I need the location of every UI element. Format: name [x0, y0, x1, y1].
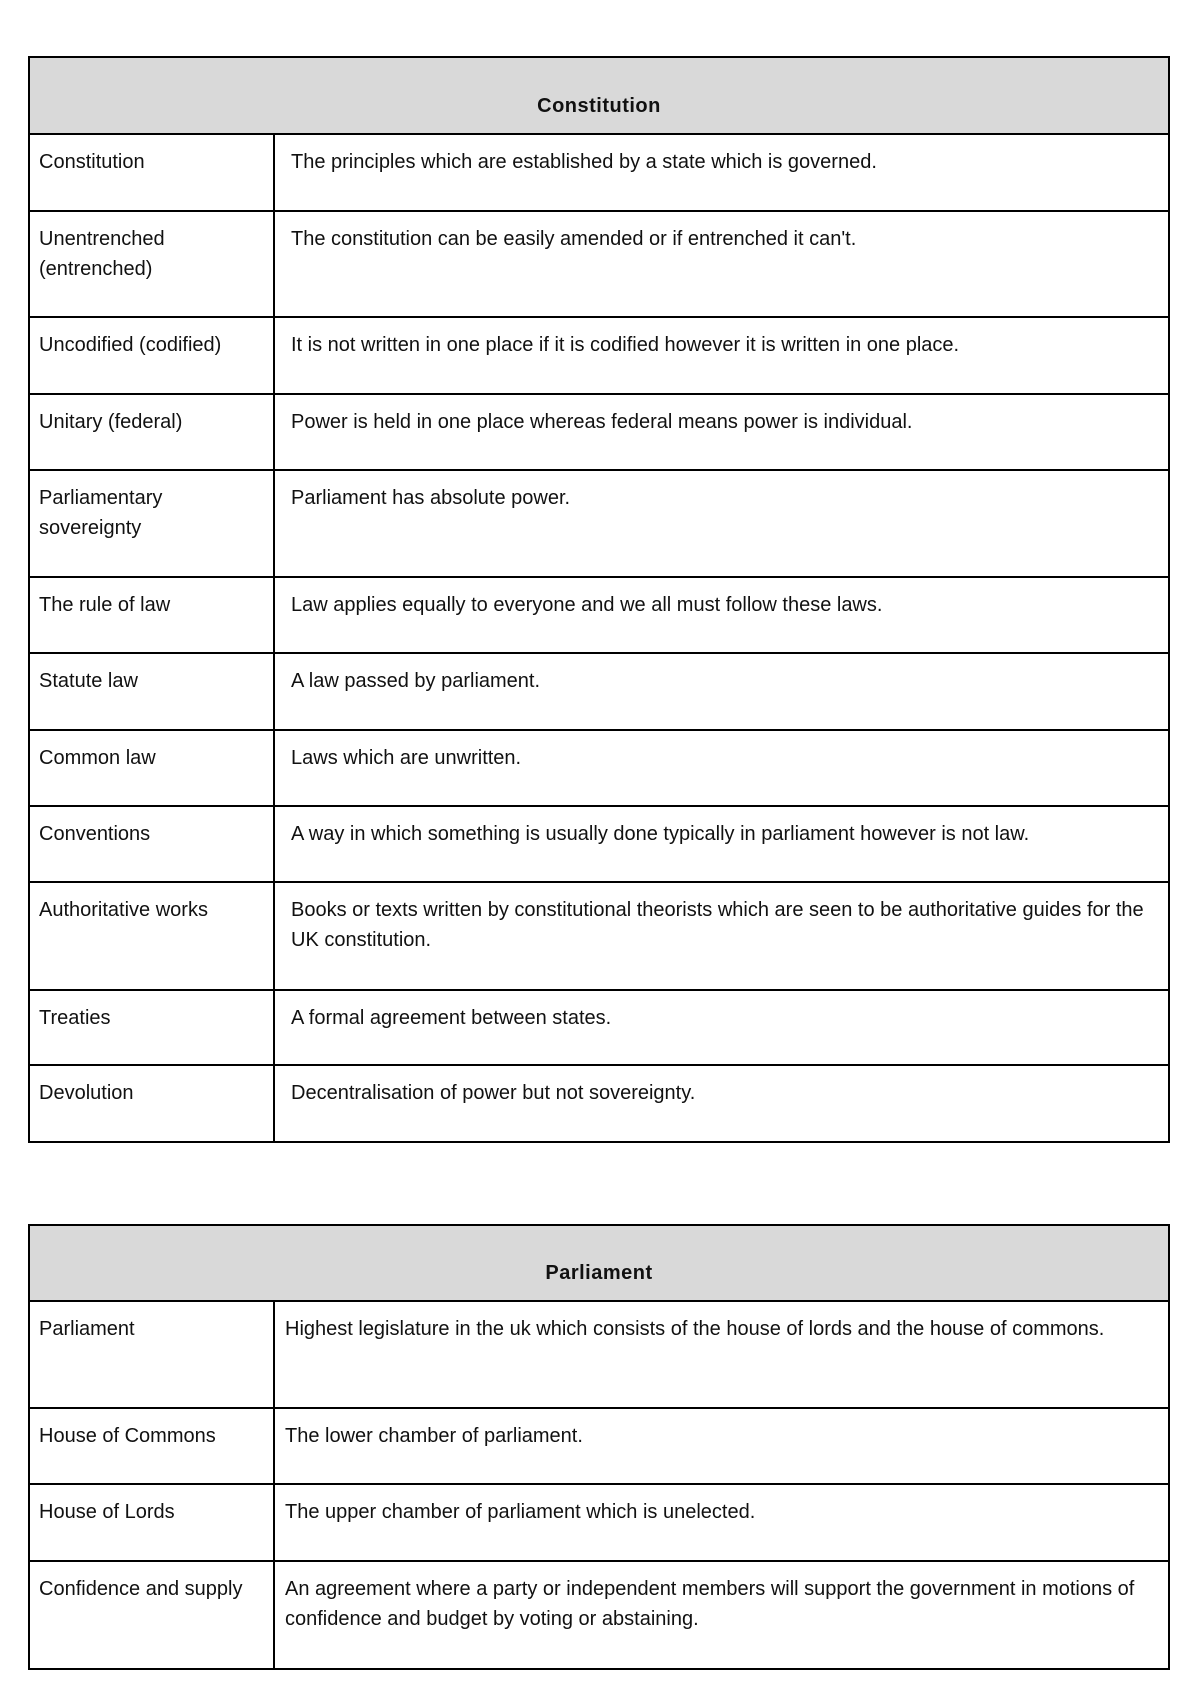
term-cell: House of Commons: [29, 1408, 274, 1484]
term-cell: Conventions: [29, 806, 274, 882]
definition-cell: Laws which are unwritten.: [274, 730, 1169, 806]
term-cell: Confidence and supply: [29, 1561, 274, 1669]
parliament-table-body: [29, 1301, 1169, 1669]
table-row: [29, 806, 1169, 882]
term-cell: Constitution: [29, 134, 274, 211]
term-cell: Statute law: [29, 653, 274, 730]
definition-cell: Parliament has absolute power.: [274, 470, 1169, 577]
table-row: [29, 1561, 1169, 1669]
parliament-table: [28, 1224, 1170, 1670]
table-row: [29, 1065, 1169, 1142]
definition-cell: Decentralisation of power but not sovereignty.: [274, 1065, 1169, 1142]
term-cell: Common law: [29, 730, 274, 806]
definition-cell: The lower chamber of parliament.: [274, 1408, 1169, 1484]
definition-cell: An agreement where a party or independent members will support the government in motions of confidence and budget by voting or abstaining.: [274, 1561, 1169, 1669]
table-row: [29, 990, 1169, 1065]
constitution-table-title: Constitution: [29, 57, 1169, 134]
definition-cell: Highest legislature in the uk which consists of the house of lords and the house of commons.: [274, 1301, 1169, 1408]
constitution-table-body: [29, 134, 1169, 1142]
table-row: [29, 317, 1169, 394]
table-row: [29, 577, 1169, 653]
term-cell: Authoritative works: [29, 882, 274, 990]
term-cell: Parliamentary sovereignty: [29, 470, 274, 577]
term-cell: Unentrenched (entrenched): [29, 211, 274, 317]
constitution-table: [28, 56, 1170, 1143]
table-row: [29, 394, 1169, 470]
term-cell: House of Lords: [29, 1484, 274, 1561]
table-row: [29, 470, 1169, 577]
table-row: [29, 1301, 1169, 1408]
table-row: [29, 211, 1169, 317]
term-cell: The rule of law: [29, 577, 274, 653]
definition-cell: A law passed by parliament.: [274, 653, 1169, 730]
term-cell: Devolution: [29, 1065, 274, 1142]
table-row: [29, 882, 1169, 990]
definition-cell: A formal agreement between states.: [274, 990, 1169, 1065]
definition-cell: The constitution can be easily amended or if entrenched it can't.: [274, 211, 1169, 317]
parliament-header-row: [29, 1225, 1169, 1301]
table-row: [29, 1408, 1169, 1484]
table-row: [29, 730, 1169, 806]
definition-cell: A way in which something is usually done typically in parliament however is not law.: [274, 806, 1169, 882]
term-cell: Parliament: [29, 1301, 274, 1408]
constitution-header-row: [29, 57, 1169, 134]
definition-cell: Law applies equally to everyone and we all must follow these laws.: [274, 577, 1169, 653]
definition-cell: Power is held in one place whereas federal means power is individual.: [274, 394, 1169, 470]
definition-cell: Books or texts written by constitutional theorists which are seen to be authoritative guides for the UK constitution.: [274, 882, 1169, 990]
definition-cell: It is not written in one place if it is codified however it is written in one place.: [274, 317, 1169, 394]
table-row: [29, 134, 1169, 211]
table-row: [29, 1484, 1169, 1561]
definition-cell: The principles which are established by a state which is governed.: [274, 134, 1169, 211]
term-cell: Uncodified (codified): [29, 317, 274, 394]
term-cell: Treaties: [29, 990, 274, 1065]
parliament-table-title: Parliament: [29, 1225, 1169, 1301]
definition-cell: The upper chamber of parliament which is unelected.: [274, 1484, 1169, 1561]
table-row: [29, 653, 1169, 730]
term-cell: Unitary (federal): [29, 394, 274, 470]
